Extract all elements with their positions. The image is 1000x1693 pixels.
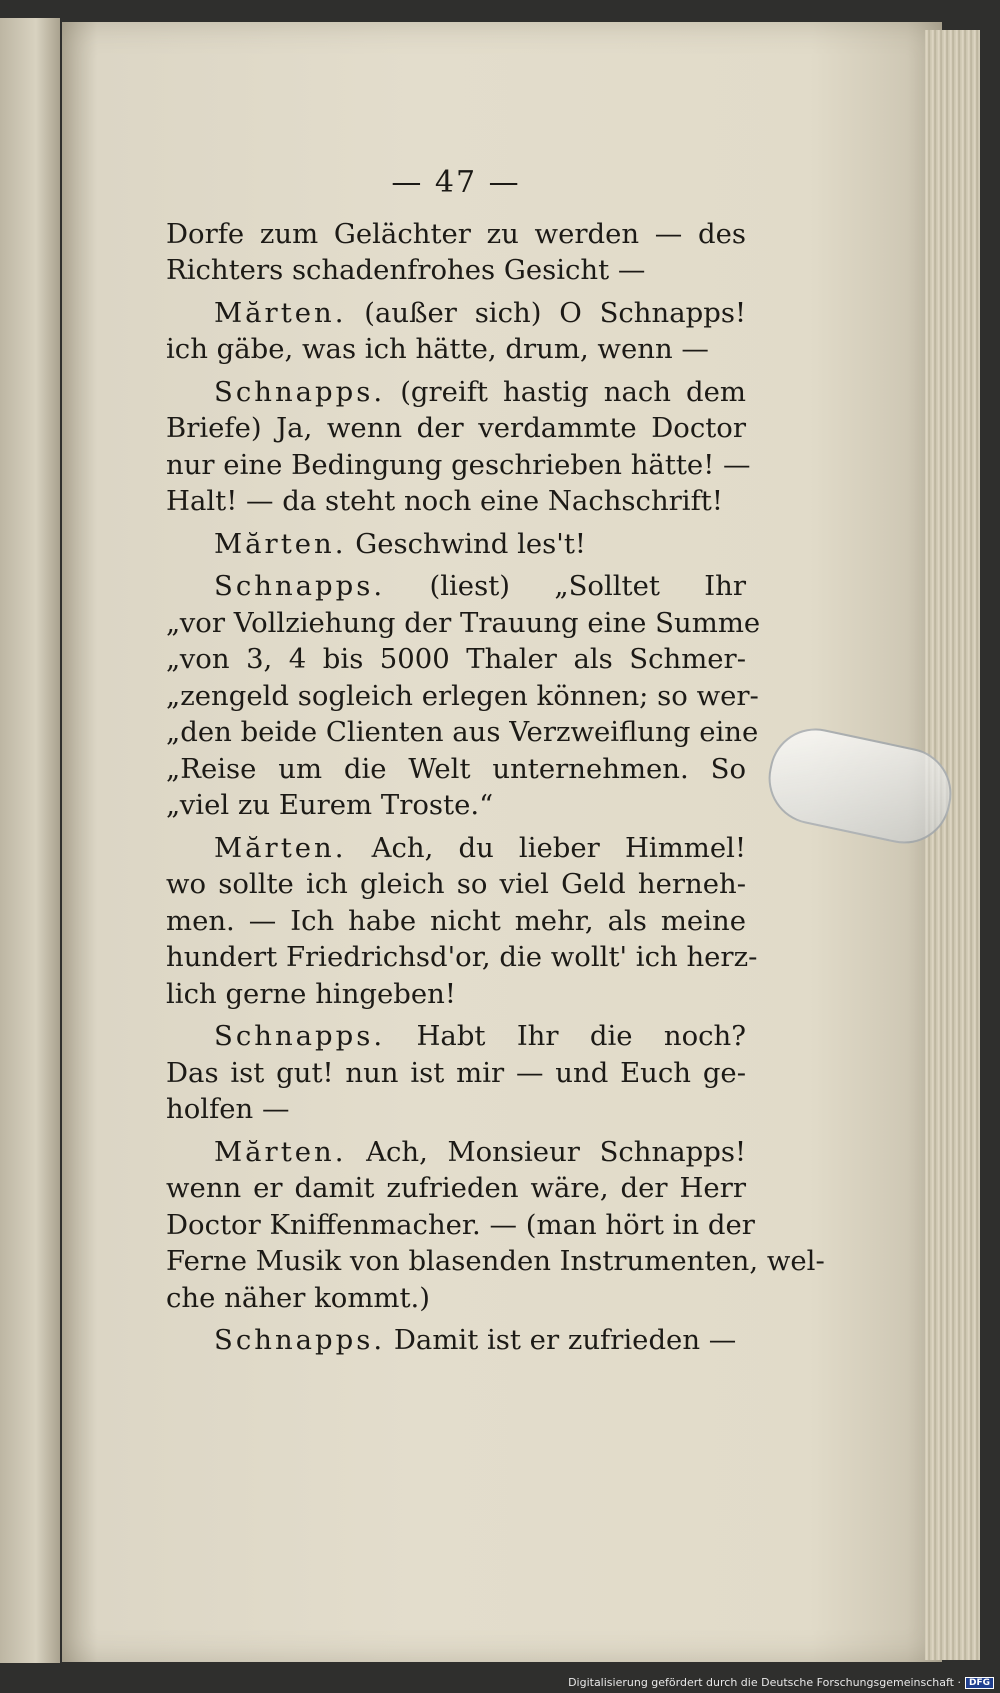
text-line	[166, 295, 746, 332]
text-line	[166, 714, 759, 751]
text-line	[166, 678, 759, 715]
line-text: (außer sich) O Schnapps!	[364, 296, 746, 329]
paragraph	[166, 526, 746, 563]
text-line	[166, 939, 758, 976]
paragraph	[166, 374, 751, 520]
speaker-name: Mărten.	[214, 1135, 347, 1168]
line-text: che näher kommt.)	[166, 1281, 431, 1314]
text-line	[166, 641, 746, 678]
line-text: Ach, du lieber Himmel!	[371, 831, 746, 864]
speaker-name: Mărten.	[214, 527, 347, 560]
footer-text: Digitalisierung gefördert durch die Deutsche Forschungsgemeinschaft ·	[568, 1676, 961, 1689]
line-text: Doctor Kniffenmacher. — (man hört in der	[166, 1208, 755, 1241]
line-text: Habt Ihr die noch?	[416, 1020, 746, 1052]
line-text: Richters schadenfrohes Gesicht —	[166, 254, 646, 286]
speaker-name: Schnapps.	[214, 1324, 386, 1356]
text-line	[166, 447, 751, 484]
text-line	[166, 1018, 746, 1055]
line-text: wenn er damit zufrieden wäre, der Herr	[166, 1172, 746, 1204]
footer-credit	[568, 1676, 994, 1689]
text-line	[166, 331, 746, 368]
paragraph-list	[166, 216, 825, 1359]
text-line	[166, 410, 746, 447]
page-text	[166, 165, 825, 1359]
line-text: lich gerne hingeben!	[166, 977, 456, 1010]
line-text: „Reise um die Welt unternehmen. So	[166, 752, 746, 785]
speaker-name: Mărten.	[214, 296, 347, 329]
speaker-name: Mărten.	[214, 831, 347, 864]
text-line	[166, 787, 746, 824]
line-text: wo sollte ich gleich so viel Geld herneh-	[166, 868, 746, 900]
line-text: hundert Friedrichsd'or, die wollt' ich herz-	[166, 941, 758, 973]
text-line	[166, 1055, 746, 1092]
line-text: Ferne Musik von blasenden Instrumenten, wel-	[166, 1245, 825, 1277]
speaker-name: Schnapps.	[214, 1020, 386, 1052]
text-line	[166, 605, 761, 642]
text-line	[166, 1207, 755, 1244]
line-text: men. — Ich habe nicht mehr, als meine	[166, 904, 746, 937]
line-text: „zengeld sogleich erlegen können; so wer-	[166, 679, 759, 712]
text-line	[166, 903, 746, 940]
text-line	[166, 526, 746, 563]
line-text: Halt! — da steht noch eine Nachschrift!	[166, 485, 723, 517]
line-text: „viel zu Eurem Troste.“	[166, 789, 494, 821]
paragraph	[166, 216, 746, 289]
text-line	[166, 1243, 825, 1280]
line-text: „vor Vollziehung der Trauung eine Summe	[166, 606, 761, 639]
line-text: Dorfe zum Gelächter zu werden — des	[166, 217, 746, 250]
speaker-name: Schnapps.	[214, 570, 386, 602]
speaker-name: Schnapps.	[214, 375, 386, 408]
line-text: Das ist gut! nun ist mir — und Euch ge-	[166, 1056, 746, 1089]
line-text: holfen —	[166, 1093, 290, 1125]
line-text: (liest) „Solltet Ihr	[429, 570, 746, 602]
page-stack-edge	[925, 30, 980, 1660]
paragraph	[166, 1134, 825, 1317]
text-line	[166, 568, 746, 605]
text-line	[166, 252, 746, 289]
line-text: Geschwind les't!	[355, 527, 586, 560]
text-line	[166, 751, 746, 788]
dfg-logo: DFG	[965, 1677, 994, 1689]
line-text: nur eine Bedingung geschrieben hätte! —	[166, 448, 751, 481]
text-line	[166, 830, 746, 867]
text-line	[166, 374, 746, 411]
paragraph	[166, 1322, 746, 1359]
text-line	[166, 483, 746, 520]
line-text: „von 3, 4 bis 5000 Thaler als Schmer-	[166, 643, 746, 675]
line-text: „den beide Clienten aus Verzweiflung eine	[166, 716, 759, 748]
facing-page-edge	[0, 18, 60, 1663]
paragraph	[166, 568, 761, 824]
text-line	[166, 1280, 746, 1317]
text-line	[166, 1322, 746, 1359]
text-line	[166, 1170, 746, 1207]
text-line	[166, 1134, 746, 1171]
text-line	[166, 216, 746, 253]
line-text: Damit ist er zufrieden —	[393, 1324, 737, 1356]
text-line	[166, 976, 746, 1013]
line-text: Briefe) Ja, wenn der verdammte Doctor	[166, 412, 746, 444]
paragraph	[166, 830, 758, 1013]
text-line	[166, 1091, 746, 1128]
text-line	[166, 866, 746, 903]
line-text: (greift hastig nach dem	[400, 375, 746, 408]
paragraph	[166, 295, 746, 368]
line-text: ich gäbe, was ich hätte, drum, wenn —	[166, 333, 709, 365]
paragraph	[166, 1018, 746, 1128]
page-number: — 47 —	[391, 165, 521, 200]
line-text: Ach, Monsieur Schnapps!	[366, 1135, 746, 1168]
